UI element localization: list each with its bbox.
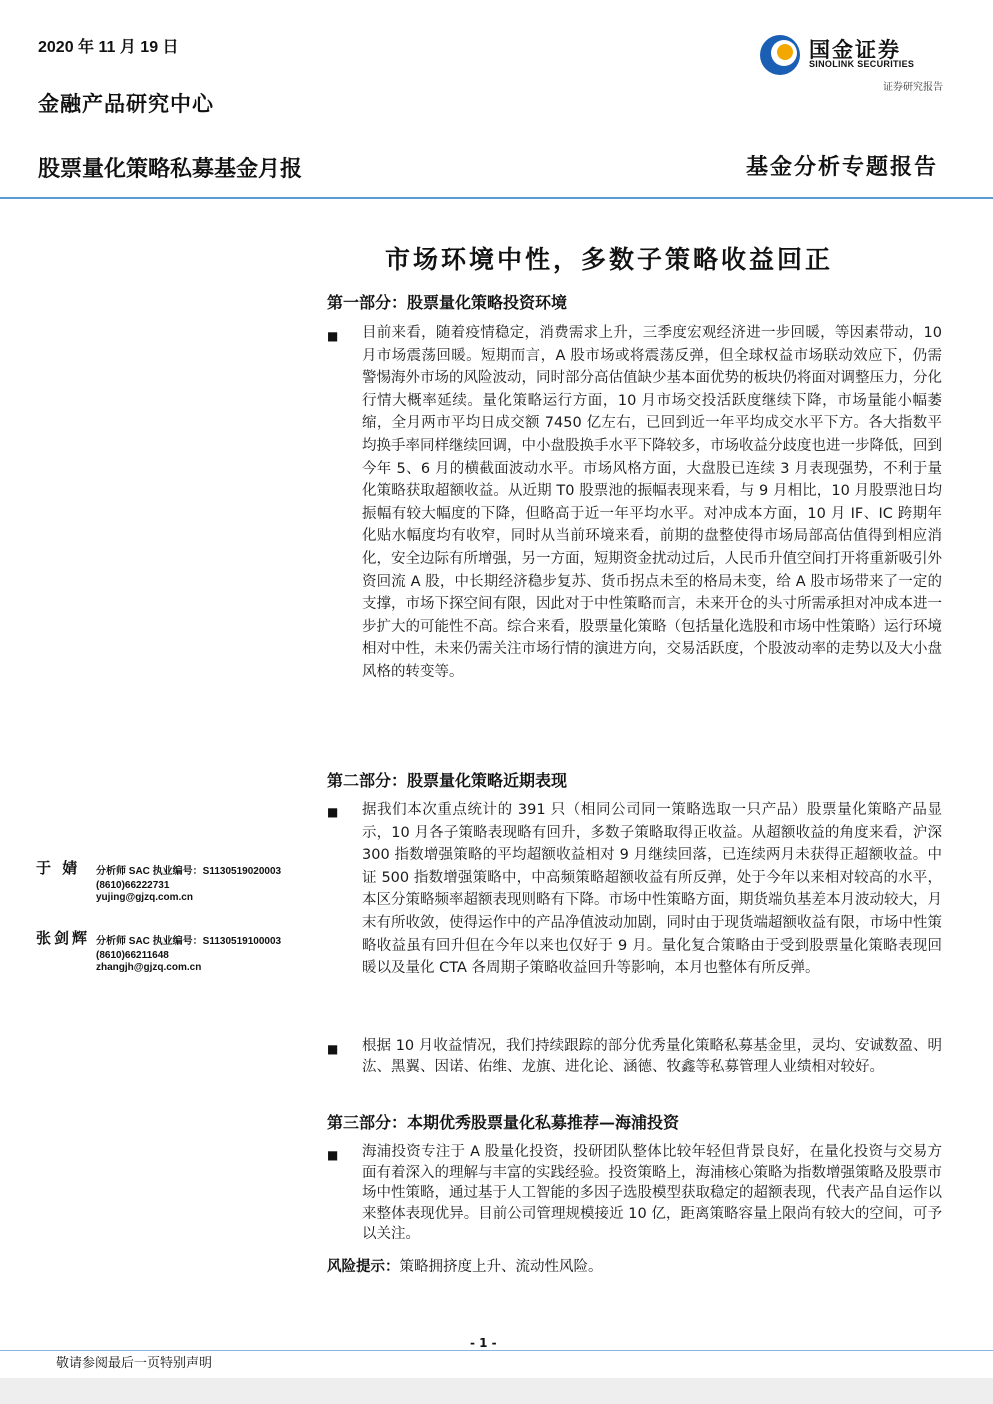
- sinolink-logo-icon: [757, 32, 803, 78]
- analyst-sac-number: 分析师 SAC 执业编号：S1130519020003: [96, 866, 282, 877]
- risk-label: 风险提示：: [327, 1258, 400, 1275]
- bullet-icon: ■: [327, 1042, 339, 1056]
- risk-warning: [327, 1255, 603, 1276]
- report-type: 基金分析专题报告: [745, 154, 938, 180]
- analyst-email: yujing@gjzq.com.cn: [96, 892, 193, 903]
- section-1-paragraph-1: 目前来看，随着疫情稳定，消费需求上升，三季度宏观经济进一步回暖，等因素带动，10 月市场震荡回暖。短期而言，A 股市场或将震荡反弹，但全球权益市场联动效应下，仍需警惕海外市场的风险波动，同时部分高估值缺少基本面优势的板块仍将面对调整压力，分化行情大概率延续。量化策略运行方面，10 月市场交投活跃度继续下降，市场量能小幅萎缩，全月两市平均日成交额 7450 亿左右，已回到近一年平均成交水平下方。各大指数平均换手率同样继续回调，中小盘股换手水平下降较多，市场收益分歧度也进一步降低，回到今年 5、6 月的横截面波动水平。市场风格方面，大盘股已连续 3 月表现强势，不利于量化策略获取超额收益。从近期 T0 股票池的振幅表现来看，与 9 月相比，10 月股票池日均振幅有较大幅度的下降，但略高于近一年平均水平。对冲成本方面，10 月 IF、IC 跨期年化贴水幅度均有收窄，同时从当前环境来看，前期的盘整使得市场局部高估值得到相应消化，安全边际有所增强，另一方面，短期资金扰动过后，人民币升值空间打开将重新吸引外资回流 A 股，中长期经济稳步复苏、货币拐点未至的格局未变，给 A 股市场带来了一定的支撑，市场下探空间有限，因此对于中性策略而言，未来开仓的头寸所需承担对冲成本进一步扩大的可能性不高。综合来看，股票量化策略（包括量化选股和市场中性策略）运行环境相对中性，未来仍需关注市场行情的演进方向，交易活跃度，个股波动率的走势以及大小盘风格的转变等。: [362, 325, 942, 680]
- analyst-sac-number: 分析师 SAC 执业编号：S1130519100003: [96, 936, 282, 947]
- analyst-email: zhangjh@gjzq.com.cn: [96, 962, 202, 973]
- bullet-icon: ■: [327, 329, 339, 343]
- logo-chinese-text: 国金证券: [809, 38, 901, 62]
- footer-disclaimer: 敬请参阅最后一页特别声明: [56, 1356, 213, 1371]
- analyst-name: 张剑辉: [36, 929, 91, 947]
- section-2-paragraph-2: 根据 10 月收益情况，我们持续跟踪的部分优秀量化策略私募基金里，灵均、安诚数盈、明汯、黑翼、因诺、佑维、龙旗、进化论、涵德、牧鑫等私募管理人业绩相对较好。: [362, 1038, 942, 1075]
- report-date: 2020 年 11 月 19 日: [38, 39, 179, 56]
- section-heading-2: 第二部分：股票量化策略近期表现: [327, 771, 568, 790]
- bullet-icon: ■: [327, 1148, 339, 1162]
- section-2-paragraph-1: 据我们本次重点统计的 391 只（相同公司同一策略选取一只产品）股票量化策略产品显示，10 月各子策略表现略有回升，多数子策略取得正收益。从超额收益的角度来看，沪深 300 指数增强策略的平均超额收益相对 9 月继续回落，已连续两月未获得正超额收益。中证 500 指数增强策略中，中高频策略超额收益有所反弹，处于今年以来相对较高的水平，本区分策略频率超额表现则略有下降。市场中性策略方面，期货端负基差本月波动较大，月末有所收敛，使得运作中的产品净值波动加剧，同时由于现货端超额收益有限，市场中性策略收益虽有回升但在今年以来也仅好于 9 月。量化复合策略由于受到股票量化策略表现回暖以及量化 CTA 各周期子策略收益回升等影响，本月也整体有所反弹。: [362, 802, 942, 977]
- page-number: - 1 -: [470, 1336, 497, 1350]
- page-bottom-band: [0, 1378, 993, 1404]
- research-center-name: 金融产品研究中心: [38, 91, 214, 116]
- company-logo: [757, 32, 947, 80]
- analyst-phone: (8610)66211648: [96, 950, 169, 961]
- report-category-label: 证券研究报告: [883, 82, 943, 93]
- report-title: 股票量化策略私募基金月报: [38, 157, 303, 182]
- section-heading-1: 第一部分：股票量化策略投资环境: [327, 293, 568, 312]
- logo-english-text: SINOLINK SECURITIES: [809, 59, 915, 69]
- section-heading-3: 第三部分：本期优秀股票量化私募推荐—海浦投资: [327, 1113, 680, 1132]
- analyst-name: 于 婧: [36, 859, 81, 877]
- footer-divider: [0, 1350, 993, 1351]
- bullet-icon: ■: [327, 805, 339, 819]
- section-3-paragraph-1: 海浦投资专注于 A 股量化投资，投研团队整体比较年轻但背景良好，在量化投资与交易方面有着深入的理解与丰富的实践经验。投资策略上，海浦核心策略为指数增强策略及股票市场中性策略，通过基于人工智能的多因子选股模型获取稳定的超额表现，代表产品自运作以来整体表现优异。目前公司管理规模接近 10 亿，距离策略容量上限尚有较大的空间，可予以关注。: [362, 1144, 942, 1242]
- analyst-phone: (8610)66222731: [96, 880, 170, 891]
- main-title: 市场环境中性，多数子策略收益回正: [385, 245, 834, 274]
- header-divider: [0, 197, 993, 199]
- risk-text: 策略拥挤度上升、流动性风险。: [399, 1259, 603, 1275]
